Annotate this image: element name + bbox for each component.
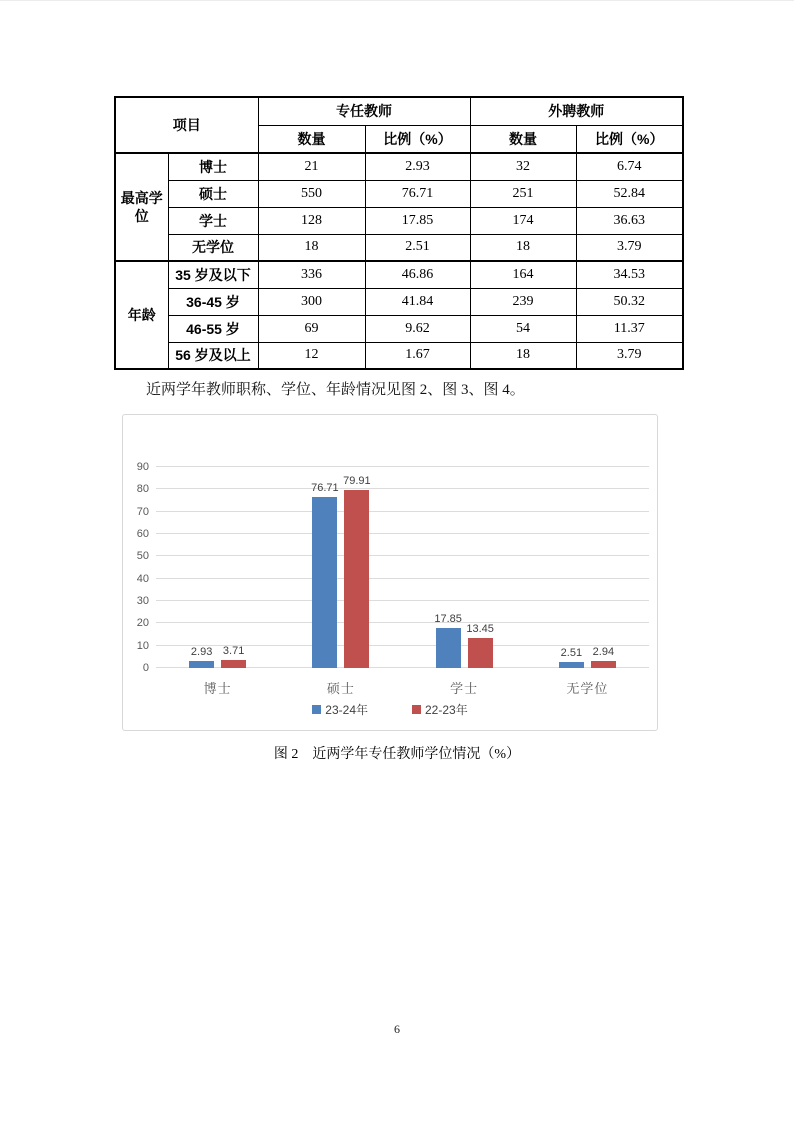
cell-ft-ratio: 17.85	[365, 207, 470, 234]
bar-value-label: 13.45	[466, 622, 494, 635]
y-tick-label: 60	[136, 528, 149, 540]
legend-label: 22-23年	[425, 703, 468, 717]
group-label-age: 年龄	[115, 261, 168, 369]
cell-ex-count: 18	[470, 234, 576, 261]
row-label: 36-45 岁	[168, 288, 258, 315]
gridline-90	[156, 466, 649, 467]
cell-ex-count: 18	[470, 342, 576, 369]
y-tick-label: 50	[136, 550, 149, 563]
bar-22-23年-博士	[221, 660, 246, 668]
bar-22-23年-硕士	[344, 490, 369, 668]
cell-ex-count: 251	[470, 180, 576, 207]
chart-plot-area	[156, 467, 649, 668]
bar-22-23年-学士	[468, 638, 493, 668]
cell-ft-count: 12	[258, 342, 365, 369]
table-header-row-1	[115, 97, 683, 125]
row-label: 博士	[168, 153, 258, 180]
cell-ex-count: 239	[470, 288, 576, 315]
table-row	[115, 288, 683, 315]
cell-ft-ratio: 1.67	[365, 342, 470, 369]
bar-chart	[122, 414, 658, 731]
bar-23-24年-学士	[436, 628, 461, 668]
x-category-label: 硕士	[326, 681, 355, 696]
teacher-stats-table	[114, 96, 684, 370]
cell-ex-count: 54	[470, 315, 576, 342]
bar-value-label: 79.91	[343, 474, 371, 487]
cell-ex-count: 174	[470, 207, 576, 234]
row-label: 学士	[168, 207, 258, 234]
cell-ft-ratio: 2.51	[365, 234, 470, 261]
bar-value-label: 2.51	[560, 647, 583, 660]
cell-ft-count: 550	[258, 180, 365, 207]
y-tick-label: 0	[142, 662, 149, 674]
cell-ex-ratio: 3.79	[576, 234, 683, 261]
gridline-50	[156, 555, 649, 556]
cell-ft-ratio: 9.62	[365, 315, 470, 342]
row-label: 56 岁及以上	[168, 342, 258, 369]
legend-item-series-1	[312, 701, 368, 718]
gridline-80	[156, 488, 649, 489]
cell-ex-count: 32	[470, 153, 576, 180]
table-row	[115, 315, 683, 342]
x-category-label: 博士	[203, 681, 232, 696]
cell-ex-ratio: 50.32	[576, 288, 683, 315]
table-row	[115, 180, 683, 207]
header-fulltime-teachers: 专任教师	[258, 97, 470, 125]
cell-ft-count: 128	[258, 207, 365, 234]
y-tick-label: 10	[136, 639, 149, 652]
gridline-40	[156, 578, 649, 579]
cell-ft-ratio: 2.93	[365, 153, 470, 180]
cell-ex-ratio: 34.53	[576, 261, 683, 288]
legend-swatch-red	[412, 705, 421, 714]
bar-value-label: 3.71	[222, 644, 245, 657]
cell-ex-ratio: 52.84	[576, 180, 683, 207]
header-item: 项目	[115, 97, 258, 153]
bar-value-label: 17.85	[434, 613, 462, 626]
cell-ft-count: 300	[258, 288, 365, 315]
row-label: 无学位	[168, 234, 258, 261]
bar-value-label: 2.93	[190, 646, 213, 659]
table-row	[115, 207, 683, 234]
x-category-label: 学士	[450, 681, 479, 696]
legend-swatch-blue	[312, 705, 321, 714]
group-label-degree: 最高学位	[115, 153, 168, 261]
chart-legend	[123, 701, 657, 718]
y-tick-label: 20	[136, 617, 149, 630]
y-tick-label: 30	[136, 595, 149, 607]
table-row	[115, 234, 683, 261]
cell-ft-ratio: 46.86	[365, 261, 470, 288]
cell-ft-ratio: 76.71	[365, 180, 470, 207]
cell-ex-count: 164	[470, 261, 576, 288]
bar-23-24年-无学位	[559, 662, 584, 668]
y-tick-label: 80	[136, 483, 149, 496]
gridline-60	[156, 533, 649, 534]
row-label: 46-55 岁	[168, 315, 258, 342]
y-tick-label: 90	[136, 461, 149, 473]
header-ex-ratio: 比例（%）	[576, 125, 683, 153]
table-row	[115, 153, 683, 180]
gridline-70	[156, 511, 649, 512]
bar-23-24年-博士	[189, 661, 214, 668]
header-external-teachers: 外聘教师	[470, 97, 683, 125]
figure-caption: 图 2 近两学年专任教师学位情况（%）	[273, 747, 521, 762]
table-row	[115, 342, 683, 369]
body-paragraph: 近两学年教师职称、学位、年龄情况见图 2、图 3、图 4。	[146, 382, 525, 398]
row-label: 35 岁及以下	[168, 261, 258, 288]
header-ft-ratio: 比例（%）	[365, 125, 470, 153]
cell-ft-count: 21	[258, 153, 365, 180]
bar-value-label: 76.71	[311, 481, 339, 494]
cell-ft-ratio: 41.84	[365, 288, 470, 315]
cell-ex-ratio: 6.74	[576, 153, 683, 180]
gridline-20	[156, 622, 649, 623]
y-tick-label: 70	[136, 505, 149, 518]
header-ex-count: 数量	[470, 125, 576, 153]
bar-22-23年-无学位	[591, 661, 616, 668]
header-ft-count: 数量	[258, 125, 365, 153]
cell-ft-count: 69	[258, 315, 365, 342]
page-number: 6	[394, 1022, 400, 1036]
table-row	[115, 261, 683, 288]
bar-23-24年-硕士	[312, 497, 337, 668]
cell-ex-ratio: 3.79	[576, 342, 683, 369]
cell-ex-ratio: 36.63	[576, 207, 683, 234]
cell-ft-count: 336	[258, 261, 365, 288]
bar-value-label: 2.94	[592, 646, 615, 659]
gridline-30	[156, 600, 649, 601]
y-tick-label: 40	[136, 572, 149, 585]
cell-ft-count: 18	[258, 234, 365, 261]
x-category-label: 无学位	[566, 681, 609, 696]
legend-label: 23-24年	[325, 703, 368, 717]
cell-ex-ratio: 11.37	[576, 315, 683, 342]
row-label: 硕士	[168, 180, 258, 207]
legend-item-series-2	[412, 701, 468, 718]
